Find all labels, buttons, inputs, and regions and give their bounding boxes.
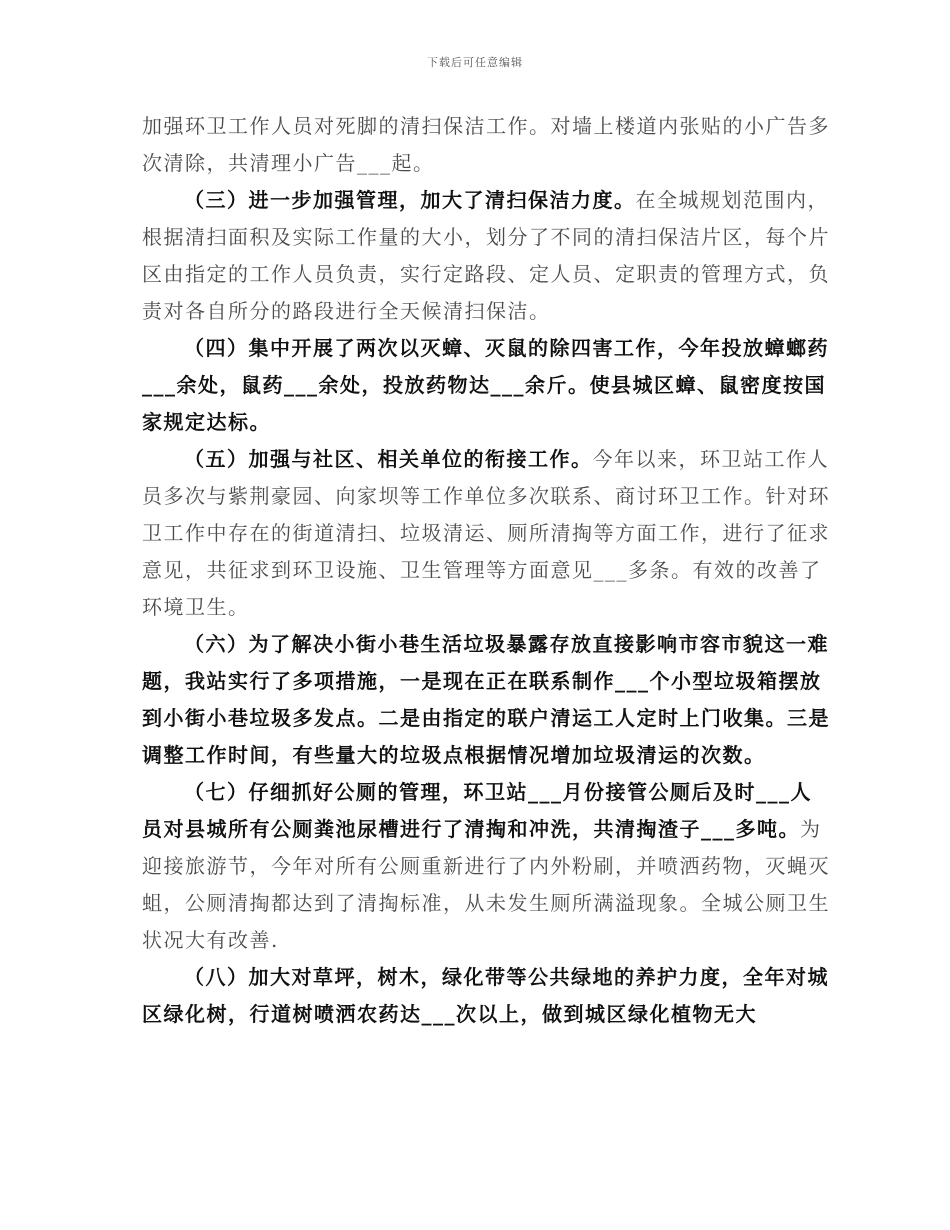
section-heading: （六）为了解决小街小巷生活垃圾暴露存放直接影响市容市貌这一难题，我站实行了多项措施，一是现在正在联系制作___个小型垃圾箱摆放到小街小巷垃圾多发点。二是由指定的联户清运工人定时上门收集。三是调整工作时间，有些量大的垃圾点根据情况增加垃圾清运的次数。: [142, 632, 830, 767]
paragraph-section-3: [142, 182, 832, 330]
section-heading: （四）集中开展了两次以灭蟑、灭鼠的除四害工作，今年投放蟑螂药___余处，鼠药___余处，投放药物达___余斤。使县城区蟑、鼠密度按国家规定达标。: [142, 336, 829, 434]
paragraph-continuation: [142, 108, 832, 182]
paragraph-section-8: [142, 959, 832, 1033]
paragraph-section-4: [142, 330, 832, 441]
paragraph-text: 加强环卫工作人员对死脚的清扫保洁工作。对墙上楼道内张贴的小广告多次清除，共清理小广告___起。: [142, 114, 830, 175]
page-header: 下载后可任意编辑: [427, 56, 523, 69]
paragraph-section-7: [142, 774, 832, 959]
section-heading: （三）进一步加强管理，加大了清扫保洁力度。: [184, 188, 636, 212]
section-heading: （五）加强与社区、相关单位的衔接工作。: [184, 447, 593, 471]
document-body: [142, 108, 832, 1033]
paragraph-text: 今年以来，环卫站工作人员多次与紫荆豪园、向家坝等工作单位多次联系、商讨环卫工作。针对环卫工作中存在的街道清扫、垃圾清运、厕所清掏等方面工作，进行了征求意见，共征求到环卫设施、卫生管理等方面意见___多条。有效的改善了环境卫生。: [142, 447, 830, 619]
section-heading: （八）加大对草坪，树木，绿化带等公共绿地的养护力度，全年对城区绿化树，行道树喷洒农药达___次以上，做到城区绿化植物无大: [142, 965, 829, 1026]
section-heading: （七）仔细抓好公厕的管理，环卫站___月份接管公厕后及时___人员对县城所有公厕粪池尿槽进行了清掏和冲洗，共清掏渣子___多吨。: [142, 780, 812, 841]
paragraph-section-5: [142, 441, 832, 626]
paragraph-text: 为迎接旅游节，今年对所有公厕重新进行了内外粉刷，并喷洒药物，灭蝇灭蛆，公厕清掏都达到了清掏标准，从未发生厕所满溢现象。全城公厕卫生状况大有改善.: [142, 817, 830, 952]
paragraph-section-6: [142, 626, 832, 774]
paragraph-text: 在全城规划范围内，根据清扫面积及实际工作量的大小，划分了不同的清扫保洁片区，每个片区由指定的工作人员负责，实行定路段、定人员、定职责的管理方式，负责对各自所分的路段进行全天候清扫保洁。: [142, 188, 830, 323]
